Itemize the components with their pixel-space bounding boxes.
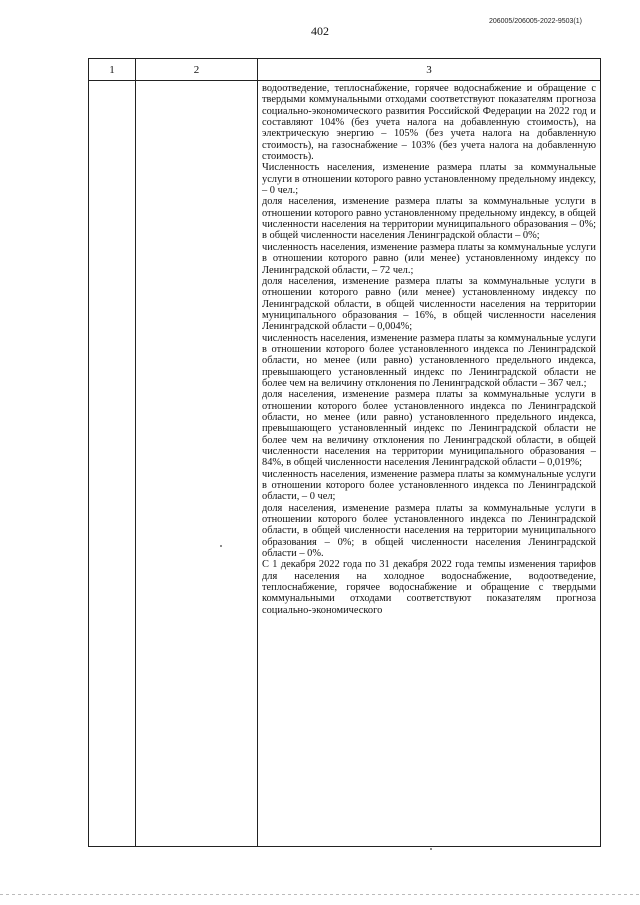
- cell-text-block: [258, 81, 600, 616]
- paragraph: доля населения, изменение размера платы за коммунальные услуги в отношении которого более установленного индекса по Ленинградской области, но менее (или равно) установленного предельного индекса, превышающего установленный индекс по Ленинградской области не более чем на величину отклонения по Ленинградской области, в общей численности населения на территории муниципального образования – 84%, в общей численности населения Ленинградской области – 0,019%;: [262, 389, 596, 469]
- page-number: 402: [311, 24, 329, 38]
- table-header-row: [89, 59, 601, 81]
- paragraph: Численность населения, изменение размера платы за коммунальные услуги в отношении которого равно установленному предельному индексу, – 0 чел.;: [262, 162, 596, 197]
- paragraph: водоотведение, теплоснабжение, горячее водоснабжение и обращение с твердыми коммунальными отходами соответствуют показателям прогноза социально-экономического развития Российской Федерации на 2022 год и составляют 104% (без учета налога на добавленную стоимость), на электрическую энергию – 105% (без учета налога на добавленную стоимость), на газоснабжение – 103% (без учета налога на добавленную стоимость).: [262, 83, 596, 163]
- table-row: [89, 81, 601, 847]
- scan-speck: [220, 545, 222, 547]
- paragraph: численность населения, изменение размера платы за коммунальные услуги в отношении которого равно (или менее) установленному индексу по Ленинградской области, – 72 чел.;: [262, 241, 596, 276]
- column-header-1: 1: [89, 59, 136, 81]
- column-header-3: 3: [258, 59, 601, 81]
- paragraph: С 1 декабря 2022 года по 31 декабря 2022 года темпы изменения тарифов для населения на холодное водоснабжение, водоотведение, теплоснабжение, горячее водоснабжение и обращение с твердыми коммунальными отходами соответствуют показателям прогноза социально-экономического: [262, 559, 596, 616]
- cell-col-3: [258, 81, 601, 847]
- document-table: [88, 58, 601, 847]
- paragraph: доля населения, изменение размера платы за коммунальные услуги в отношении которого более установленного индекса по Ленинградской области, в общей численности населения на территории муниципального образования – 0%; в общей численности населения Ленинградской области – 0%.: [262, 502, 596, 560]
- paragraph: численность населения, изменение размера платы за коммунальные услуги в отношении которого более установленного индекса по Ленинградской области, – 0 чел;: [262, 468, 596, 503]
- cell-col-1: [89, 81, 136, 847]
- document-id: 206005/206005-2022-9503(1): [488, 18, 582, 25]
- scan-edge-line: [0, 894, 640, 895]
- paragraph: доля населения, изменение размера платы за коммунальные услуги в отношении которого равно (или менее) установленному индексу по Ленинградской области, в общей численности населения на территории муниципального образования – 16%, в общей численности населения Ленинградской области – 0,004%;: [262, 275, 596, 333]
- paragraph: численность населения, изменение размера платы за коммунальные услуги в отношении которого более установленного индекса по Ленинградской области, но менее (или равно) установленного предельного индекса, превышающего установленный индекс по Ленинградской области не более чем на величину отклонения по Ленинградской области – 367 чел.;: [262, 332, 596, 389]
- paragraph: доля населения, изменение размера платы за коммунальные услуги в отношении которого равно установленному предельному индексу, в общей численности населения на территории муниципального образования – 0%; в общей численности населения Ленинградской области – 0%;: [262, 196, 596, 242]
- column-header-2: 2: [136, 59, 258, 81]
- scan-speck: [430, 848, 432, 850]
- cell-col-2: [136, 81, 258, 847]
